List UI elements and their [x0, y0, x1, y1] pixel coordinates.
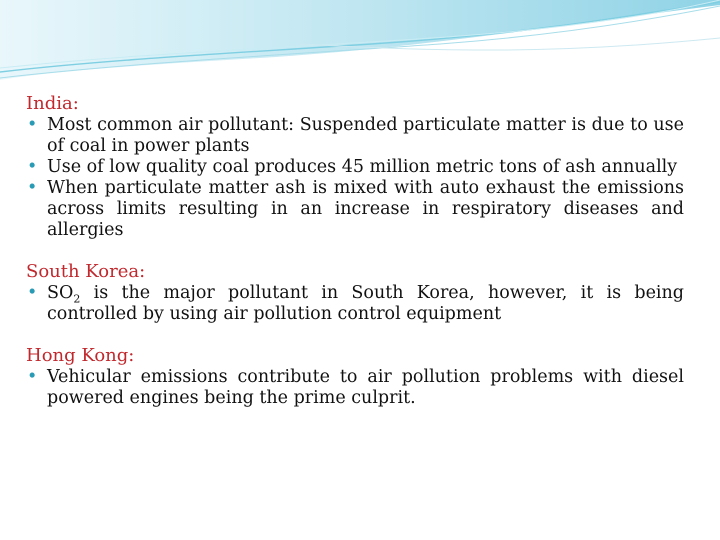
list-item: • When particulate matter ash is mixed with auto exhaust the emissions across limits resulting in an increase in respiratory diseases and allergies [27, 178, 684, 240]
bullet-list [26, 283, 684, 325]
section-heading: South Korea: [26, 261, 146, 282]
section-heading: India: [26, 93, 79, 114]
section-heading: Hong Kong: [26, 345, 135, 366]
list-item: • $SO_2$ is the major pollutant in South Korea, however, it is being controlled by using air pollution control equipment [27, 283, 684, 324]
slide-body [26, 93, 684, 409]
section-south-korea [26, 261, 684, 325]
bullet-list [26, 367, 684, 409]
list-item: • Use of low quality coal produces 45 million metric tons of ash annually [27, 157, 678, 177]
section-hong-kong [26, 345, 684, 409]
bullet-icon: • [27, 115, 38, 135]
bullet-icon: • [27, 367, 38, 387]
bullet-icon: • [27, 283, 38, 303]
list-item: • Vehicular emissions contribute to air pollution problems with diesel powered engines being the prime culprit. [27, 367, 684, 408]
section-india [26, 93, 684, 241]
bullet-list [26, 115, 684, 241]
list-item: • Most common air pollutant: Suspended particulate matter is due to use of coal in power plants [27, 115, 684, 156]
bullet-icon: • [27, 157, 38, 177]
bullet-icon: • [27, 178, 38, 198]
